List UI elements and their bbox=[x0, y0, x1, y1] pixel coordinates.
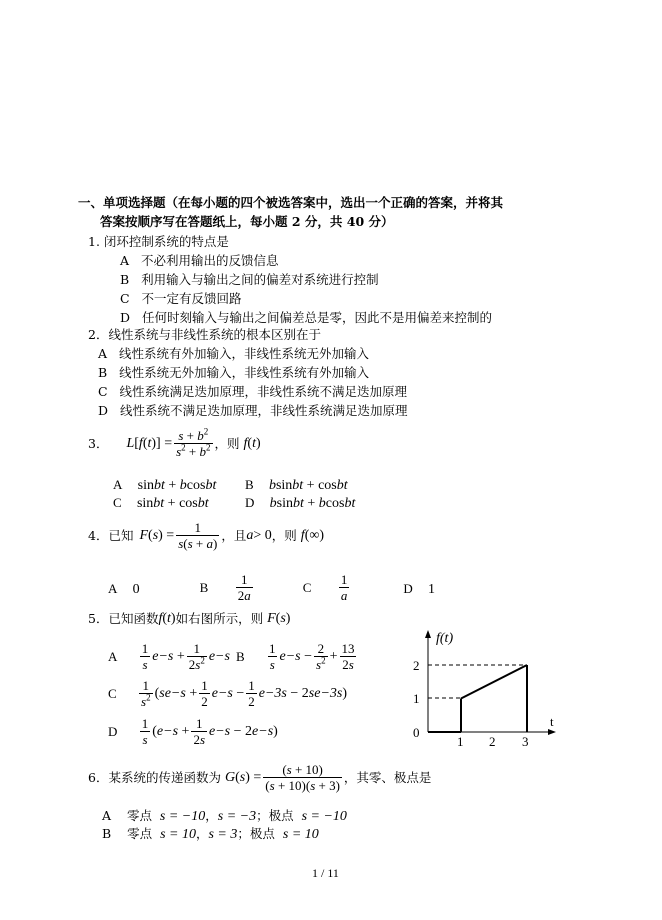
y-tick-0: 0 bbox=[413, 725, 420, 740]
figure-title: f(t) bbox=[436, 631, 454, 646]
x-axis-arrow-icon bbox=[548, 729, 556, 735]
q2-option-c: C 线性系统满足迭加原理，非线性系统不满足迭加原理 bbox=[98, 384, 408, 399]
q3-option-d: D bsinbt + bcosbt bbox=[245, 495, 356, 511]
q5-option-a: A $\frac{1}{s}$ e −s + $\frac{1}{2s^2}$ e −s bbox=[108, 641, 230, 672]
q2-option-d: D 线性系统不满足迭加原理，非线性系统满足迭加原理 bbox=[98, 403, 408, 418]
q3-option-a: A sinbt + bcosbt bbox=[113, 477, 217, 493]
q4-options bbox=[108, 572, 435, 603]
q1-option-a: A 不必利用输出的反馈信息 bbox=[120, 253, 279, 268]
q3-laplace-lhs: L bbox=[126, 435, 135, 451]
page-number: 1 / 11 bbox=[312, 866, 339, 880]
q6-option-a: A 零点 s = −10，s = −3；极点 s = −10 bbox=[102, 808, 347, 824]
q1-option-b: B 利用输入与输出之间的偏差对系统进行控制 bbox=[120, 272, 379, 287]
section-header-line1: 一、单项选择题（在每小题的四个被选答案中，选出一个正确的答案，并将其 bbox=[78, 195, 504, 210]
q2-option-a: A 线性系统有外加输入，非线性系统无外加输入 bbox=[98, 346, 369, 361]
y-axis-arrow-icon bbox=[425, 630, 431, 638]
q3-option-b: B bsinbt + cosbt bbox=[245, 477, 348, 493]
q4-option-d: D 1 bbox=[403, 580, 436, 597]
q6-option-b: B 零点 s = 10，s = 3；极点 s = 10 bbox=[102, 826, 319, 842]
q6-fraction: $\frac{(s + 10)}{(s + 10)(s + 3)}$ bbox=[265, 762, 340, 793]
q6-stem: 6．某系统的传递函数为 G ( s ) = $\frac{(s + 10)}{(s + 10)(s + 3)}$ ，其零、极点是 bbox=[88, 762, 432, 793]
q1-option-c: C 不一定有反馈回路 bbox=[120, 291, 242, 306]
q5-stem: 5．已知函数 f ( t ) 如右图所示，则 F ( s ) bbox=[88, 611, 291, 626]
q4-fraction: $\frac{1}{s(s + a)}$ bbox=[178, 520, 218, 551]
x-tick-2: 2 bbox=[489, 734, 496, 749]
q4-option-c: C $\frac{1}{a}$ bbox=[302, 572, 348, 603]
q5-option-c: C $\frac{1}{s^2}$ ( se −s + $\frac{1}{2}$ e −s − $\frac{1}{2}$ e −3s − 2 se −3s ) bbox=[108, 678, 348, 709]
q3-fraction: $\frac{s + b^2}{s^2 + b^2}$ bbox=[176, 426, 211, 459]
y-tick-2: 2 bbox=[413, 658, 420, 673]
q2-stem: 2．线性系统与非线性系统的根本区别在于 bbox=[88, 327, 321, 342]
q5-option-b: B $\frac{1}{s}$ e −s − $\frac{2}{s^2}$ + $\frac{13}{2s}$ bbox=[236, 641, 355, 672]
q3-stem: 3． L [ f ( t )] = $\frac{s + b^2}{s^2 + b^2}$ ，则 f ( t ) bbox=[88, 426, 261, 459]
x-tick-3: 3 bbox=[522, 734, 529, 749]
q4-option-b: B $\frac{1}{2a}$ bbox=[199, 572, 251, 603]
curve-segment-3 bbox=[461, 665, 527, 699]
q5-option-d: D $\frac{1}{s}$ ( e −s + $\frac{1}{2s}$ e −s − 2 e −s ) bbox=[108, 716, 278, 747]
q1-stem: 1. 闭环控制系统的特点是 bbox=[88, 234, 229, 249]
q1-option-d: D 任何时刻输入与输出之间偏差总是零，因此不是用偏差来控制的 bbox=[120, 310, 492, 325]
y-tick-1: 1 bbox=[413, 691, 420, 706]
section-header-line2: 答案按顺序写在答题纸上，每小题 2 分，共 40 分） bbox=[100, 214, 394, 229]
q4-stem: 4．已知 F ( s ) = $\frac{1}{s(s + a)}$ ，且 a > 0 ，则 f (∞) bbox=[88, 520, 324, 551]
x-tick-1: 1 bbox=[457, 734, 464, 749]
q3-option-c: C sinbt + cosbt bbox=[113, 495, 209, 511]
q2-option-b: B 线性系统无外加输入，非线性系统有外加输入 bbox=[98, 365, 370, 380]
q4-option-a: A 0 bbox=[108, 580, 140, 597]
q5-figure bbox=[400, 622, 570, 752]
figure-x-label: t bbox=[550, 714, 554, 729]
